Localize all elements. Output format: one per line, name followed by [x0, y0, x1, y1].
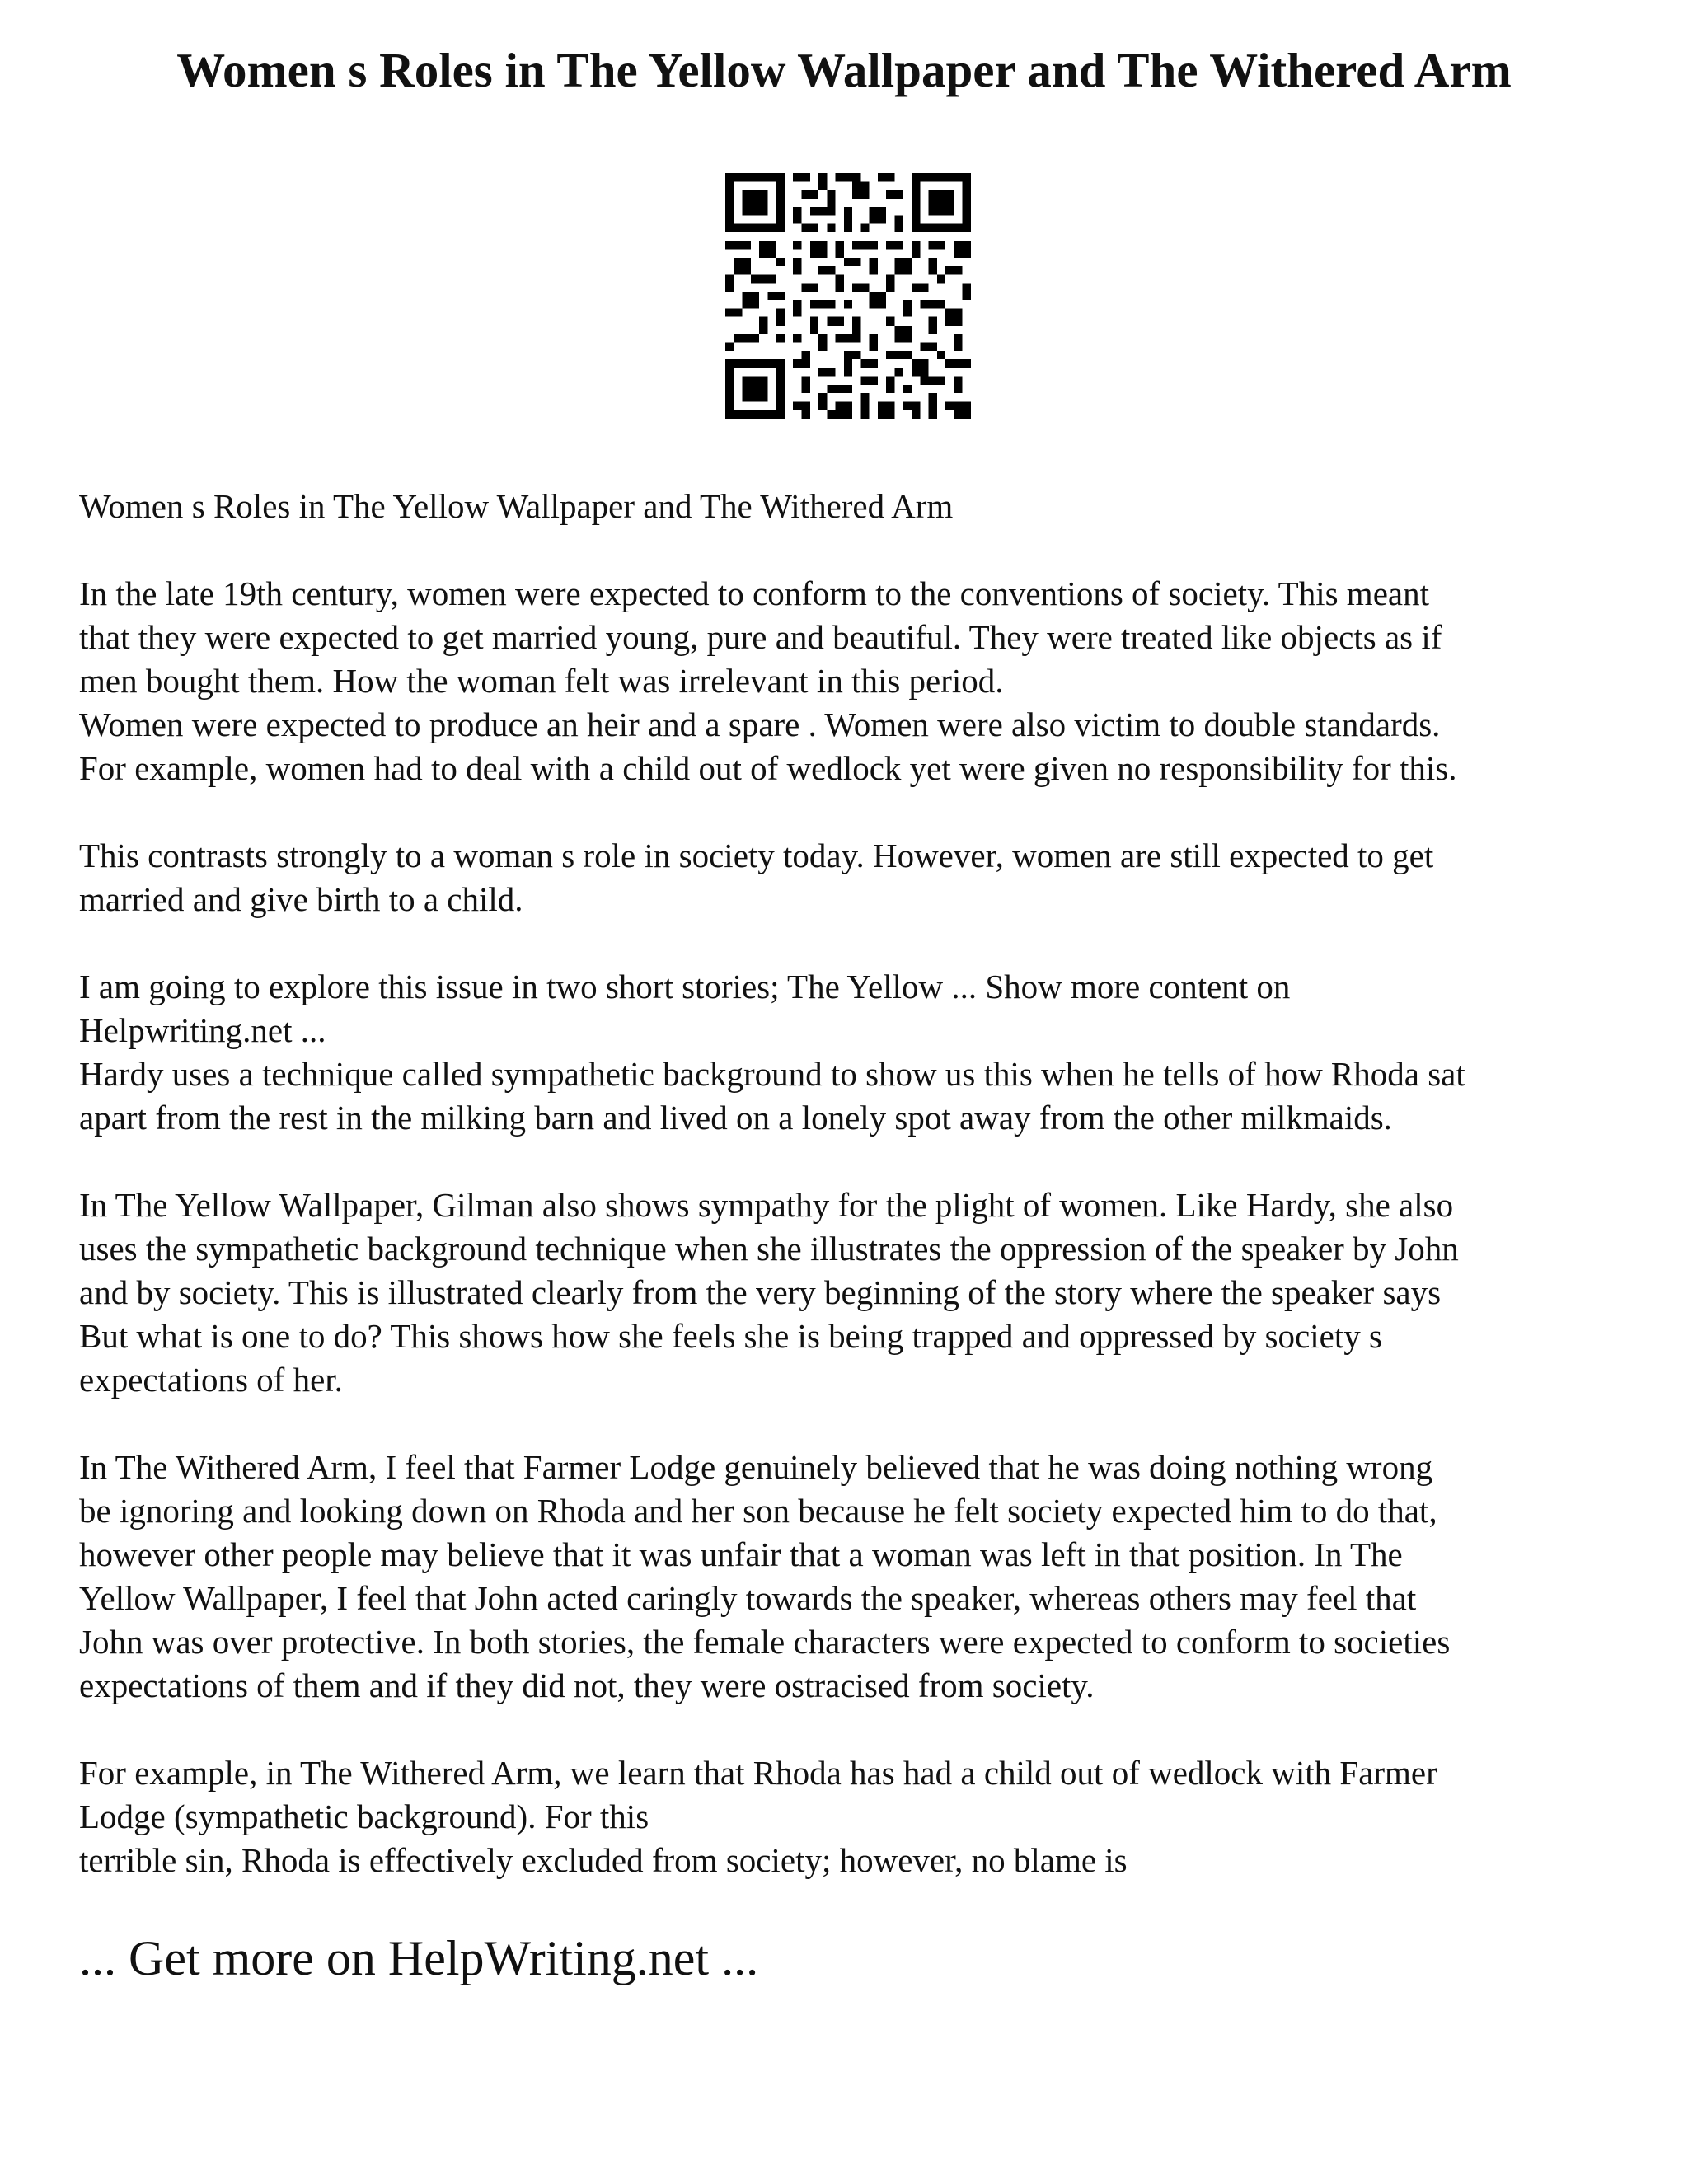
page-title: Women s Roles in The Yellow Wallpaper and The Withered Arm [176, 43, 1512, 97]
paragraph: This contrasts strongly to a woman s role in society today. However, women are still expected to get married and give birth to a child. [79, 837, 1434, 918]
paragraph: I am going to explore this issue in two short stories; The Yellow ... Show more content on Helpwriting.net ... Hardy uses a technique called sympathetic background to show us this when he tells of how Rhoda sat apart from the rest in the milking barn and lived on a lonely spot away from the other milkmaids. [79, 968, 1465, 1137]
article-heading: Women s Roles in The Yellow Wallpaper and The Withered Arm [79, 487, 954, 525]
paragraph: In The Withered Arm, I feel that Farmer Lodge genuinely believed that he was doing nothing wrong be ignoring and looking down on Rhoda and her son because he felt society expected him to do that, however other people may believe that it was unfair that a woman was left in that position. In The Yellow Wallpaper, I feel that John acted caringly towards the speaker, whereas others may feel that John was over protective. In both stories, the female characters were expected to conform to societies expectations of them and if they did not, they were ostracised from society. [79, 1448, 1451, 1704]
paragraph: For example, in The Withered Arm, we learn that Rhoda has had a child out of wedlock with Farmer Lodge (sympathetic background). For this terrible sin, Rhoda is effectively excluded from society; however, no blame is [79, 1754, 1437, 1879]
get-more-link[interactable]: ... Get more on HelpWriting.net ... [79, 1931, 759, 1985]
qr-code-icon [725, 173, 971, 419]
paragraph: In The Yellow Wallpaper, Gilman also shows sympathy for the plight of women. Like Hardy, she also uses the sympathetic background technique when she illustrates the oppression of the speaker by John and by society. This is illustrated clearly from the very beginning of the story where the speaker says But what is one to do? This shows how she feels she is being trapped and oppressed by society s expectations of her. [79, 1186, 1459, 1399]
paragraph: In the late 19th century, women were expected to conform to the conventions of society. This meant that they were expected to get married young, pure and beautiful. They were treated like objects as if men bought them. How the woman felt was irrelevant in this period. Women were expected to produce an heir and a spare . Women were also victim to double standards. For example, women had to deal with a child out of wedlock yet were given no responsibility for this. [79, 574, 1457, 787]
article-body [79, 485, 1629, 1882]
